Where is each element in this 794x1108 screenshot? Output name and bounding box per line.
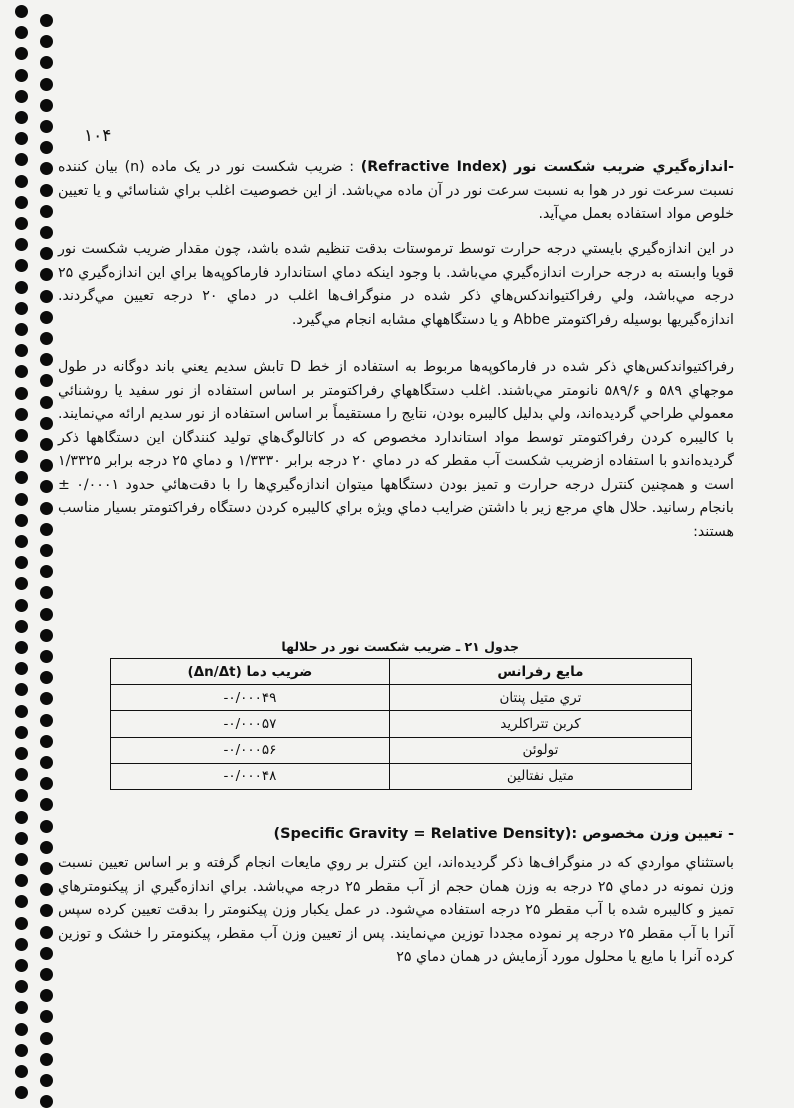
refractive-index-paragraph-3: رفراکتيواندکس‌هاي ذکر شده در فارماکوپه‌ها مربوط به استفاده از خط D تابش سديم يعني باند دوگانه در طول موجهاي ۵۸۹ و ۵۸۹/۶ نانومتر مي‌باشند. اغلب دستگاههاي رفراکتومتر بر اساس استفاده از نور سفيد يا روشنائي معمولي طراحي گرديده‌اند، ولي بدليل کاليبره بودن، نتايج را مستقيماً بر اساس استفاده از نور سديم ارائه مي‌نمايند. با کاليبره کردن رفراکتومتر توسط مواد استاندارد مخصوص که در کاتالوگ‌هاي توليد کنندگان اين دستگاهها ذکر گرديده‌اندو با استفاده ازضريب شکست آب مقطر که در دماي ۲۰ درجه برابر ۱/۳۳۳۰ و دماي ۲۵ درجه برابر ۱/۳۳۲۵ است و همچنين کنترل درجه حرارت و تميز بودن دستگاهها ميتوان اندازه‌گيري‌ها را با دقت‌هائي حدود ۰/۰۰۰۱ ± بانجام رسانيد. حلال هاي مرجع زير با داشتن ضرايب دماي ويژه براي کاليبره کردن دستگاه رفراکتومتر بسيار مناسب هستند: <box>58 359 735 540</box>
binding-hole <box>15 1065 28 1078</box>
binding-hole <box>40 714 53 727</box>
binding-hole <box>40 692 53 705</box>
binding-hole <box>15 747 28 760</box>
binding-hole <box>15 874 28 887</box>
binding-hole <box>15 196 28 209</box>
binding-hole <box>40 756 53 769</box>
binding-hole <box>40 141 53 154</box>
table-row <box>111 763 692 789</box>
binding-hole <box>15 344 28 357</box>
binding-hole <box>40 735 53 748</box>
binding-hole <box>40 629 53 642</box>
binding-hole <box>15 408 28 421</box>
binding-hole <box>15 69 28 82</box>
binding-hole <box>15 1086 28 1099</box>
binding-hole <box>15 514 28 527</box>
binding-hole <box>40 1010 53 1023</box>
refractive-index-heading: -اندازه‌گيري ضريب شکست نور <box>514 159 734 175</box>
binding-hole <box>40 226 53 239</box>
binding-hole <box>40 459 53 472</box>
binding-hole <box>15 450 28 463</box>
binding-hole <box>15 938 28 951</box>
refractive-index-text-1: ضريب شکست نور در يک ماده (n) بيان کننده نسبت سرعت نور در هوا به نسبت سرعت نور در آن ماده مي‌باشد. از اين خصوصيت اغلب براي شناسائي و يا تعيين خلوص مواد استفاده بعمل مي‌آيد. <box>58 159 734 222</box>
binding-hole <box>40 99 53 112</box>
binding-hole <box>40 947 53 960</box>
specific-gravity-heading <box>58 826 734 842</box>
binding-hole <box>15 683 28 696</box>
binding-hole <box>15 111 28 124</box>
binding-hole <box>40 290 53 303</box>
binding-hole <box>15 1044 28 1057</box>
binding-hole <box>40 820 53 833</box>
binding-hole <box>15 238 28 251</box>
binding-hole <box>15 577 28 590</box>
binding-hole <box>40 1032 53 1045</box>
binding-hole <box>40 480 53 493</box>
binding-hole <box>15 493 28 506</box>
cell-liquid: کربن تتراکلريد <box>389 711 691 737</box>
binding-hole <box>15 832 28 845</box>
binding-hole <box>15 853 28 866</box>
binding-hole <box>40 205 53 218</box>
binding-hole <box>40 650 53 663</box>
binding-hole <box>40 608 53 621</box>
binding-hole <box>40 1053 53 1066</box>
table-row <box>111 685 692 711</box>
binding-hole <box>40 523 53 536</box>
binding-hole <box>40 989 53 1002</box>
binding-hole <box>40 438 53 451</box>
cell-liquid: تولوئن <box>389 737 691 763</box>
binding-hole <box>40 544 53 557</box>
binding-hole <box>15 259 28 272</box>
binding-hole <box>40 798 53 811</box>
binding-hole <box>15 471 28 484</box>
cell-liquid: متيل نفتالين <box>389 763 691 789</box>
refractive-index-paragraph-2: در اين اندازه‌گيري بايستي درجه حرارت توسط ترموستات بدقت تنظيم شده باشد، چون مقدار ضريب شکست نور قويا وابسته به درجه حرارت اندازه‌گيري مي‌باشد. با وجود اينکه دماي استاندارد فارماکوپه‌ها براي اين اندازه‌گيري ۲۵ درجه مي‌باشد، ولي رفراکتيواندکس‌هاي ذکر شده در منوگراف‌ها اغلب در دماي ۲۰ درجه تعيين مي‌گردند. اندازه‌گيريها بوسيله رفراکتومتر Abbe و يا دستگاههاي مشابه انجام مي‌گيرد. <box>58 241 734 328</box>
binding-hole <box>15 980 28 993</box>
binding-hole <box>15 705 28 718</box>
binding-hole <box>40 1095 53 1108</box>
binding-hole <box>15 726 28 739</box>
binding-hole <box>40 841 53 854</box>
cell-coefficient: -۰/۰۰۰۵۷ <box>111 711 390 737</box>
binding-hole <box>15 323 28 336</box>
binding-hole <box>15 302 28 315</box>
binding-hole <box>40 268 53 281</box>
binding-hole <box>15 811 28 824</box>
binding-hole <box>40 671 53 684</box>
binding-hole <box>15 917 28 930</box>
binding-hole <box>15 620 28 633</box>
header-reference-liquid: مايع رفرانس <box>389 659 691 685</box>
binding-hole <box>15 599 28 612</box>
refractive-index-heading-english: (Refractive Index) <box>360 159 508 175</box>
binding-hole <box>40 502 53 515</box>
binding-hole <box>15 5 28 18</box>
binding-hole <box>40 396 53 409</box>
table-row <box>111 711 692 737</box>
binding-hole <box>15 789 28 802</box>
binding-hole <box>40 56 53 69</box>
cell-coefficient: -۰/۰۰۰۴۸ <box>111 763 390 789</box>
binding-hole <box>40 35 53 48</box>
binding-hole <box>40 374 53 387</box>
binding-hole <box>40 353 53 366</box>
binding-hole <box>15 281 28 294</box>
reference-liquids-table <box>110 658 692 790</box>
binding-hole <box>40 904 53 917</box>
table-row <box>111 737 692 763</box>
binding-hole <box>15 217 28 230</box>
binding-hole <box>15 1023 28 1036</box>
spiral-binding <box>0 0 60 1103</box>
binding-hole <box>15 132 28 145</box>
binding-hole <box>40 862 53 875</box>
binding-hole <box>15 959 28 972</box>
binding-hole <box>15 662 28 675</box>
binding-hole <box>15 175 28 188</box>
specific-gravity-paragraph: باستثناي مواردي که در منوگراف‌ها ذکر گرديده‌اند، اين کنترل بر روي مايعات انجام گرفته و بر اساس تعيين نسبت وزن نمونه در دماي ۲۵ درجه به وزن همان حجم از آب مقطر ۲۵ درجه مي‌باشد. براي اندازه‌گيري از پيکنومترهاي تميز و کاليبره شده با آب مقطر ۲۵ درجه استفاده مي‌شود. در عمل يکبار وزن پيکنومتر را بدقت تعيين کرده سپس آنرا با آب مقطر ۲۵ درجه پر نموده مجددا توزين مي‌نمايند. پس از تعيين وزن آب مقطر، پيکنومتر را خشک و توزين کرده آنرا با مايع يا محلول مورد آزمايش در همان دماي ۲۵ <box>58 855 735 965</box>
binding-hole <box>40 586 53 599</box>
binding-hole <box>40 184 53 197</box>
binding-hole <box>40 247 53 260</box>
binding-hole <box>40 78 53 91</box>
binding-hole <box>15 47 28 60</box>
binding-hole <box>40 777 53 790</box>
cell-coefficient: -۰/۰۰۰۴۹ <box>111 685 390 711</box>
binding-hole <box>15 90 28 103</box>
binding-hole <box>15 535 28 548</box>
binding-hole <box>40 14 53 27</box>
binding-hole <box>15 768 28 781</box>
binding-hole <box>40 311 53 324</box>
specific-gravity-heading-english: (Specific Gravity = Relative Density): <box>273 826 578 842</box>
binding-hole <box>40 926 53 939</box>
binding-hole <box>40 883 53 896</box>
binding-hole <box>15 387 28 400</box>
binding-hole <box>15 641 28 654</box>
page-number: ۱۰۴ <box>84 126 112 146</box>
specific-gravity-heading-text: - تعيين وزن مخصوص <box>582 826 734 842</box>
header-temperature-coefficient: ضريب دما (Δn/Δt) <box>111 659 390 685</box>
refractive-index-paragraph-1: -اندازه‌گيري ضريب شکست نور (Refractive Index) : ضريب شکست نور در يک ماده (n) بيان کننده نسبت سرعت نور در هوا به نسبت سرعت نور در آن ماده مي‌باشد. از اين خصوصيت اغلب براي شناسائي و يا تعيين خلوص مواد استفاده بعمل مي‌آيد. <box>58 159 734 222</box>
binding-hole <box>40 162 53 175</box>
binding-hole <box>15 895 28 908</box>
binding-hole <box>40 120 53 133</box>
binding-hole <box>40 1074 53 1087</box>
cell-liquid: تري متيل پنتان <box>389 685 691 711</box>
binding-hole <box>15 429 28 442</box>
binding-hole <box>15 556 28 569</box>
table-header-row <box>111 659 692 685</box>
binding-hole <box>15 153 28 166</box>
binding-hole <box>15 26 28 39</box>
binding-hole <box>40 332 53 345</box>
binding-hole <box>15 1001 28 1014</box>
binding-hole <box>15 365 28 378</box>
cell-coefficient: -۰/۰۰۰۵۶ <box>111 737 390 763</box>
binding-hole <box>40 417 53 430</box>
binding-hole <box>40 565 53 578</box>
table-caption: جدول ۲۱ ـ ضريب شکست نور در حلالها <box>281 639 519 654</box>
binding-hole <box>40 968 53 981</box>
